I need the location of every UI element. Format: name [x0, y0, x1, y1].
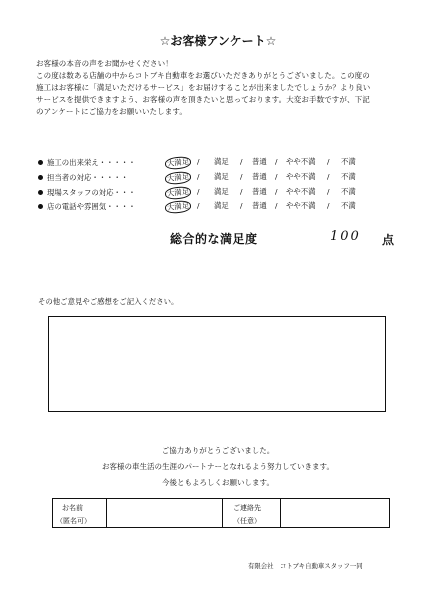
intro-line-1: お客様の本音の声をお聞かせください！: [36, 59, 173, 68]
selected-mark: 大満足: [164, 171, 191, 186]
bullet-icon: [38, 204, 43, 209]
question-label: 担当者の対応・・・・・: [47, 172, 129, 182]
rating-option[interactable]: 満足: [214, 172, 229, 181]
survey-title: ☆お客様アンケート☆: [159, 34, 277, 48]
bullet-icon: [38, 190, 43, 195]
contact-label-cell: [223, 499, 281, 527]
contact-label: ご連絡先: [233, 504, 261, 512]
rating-option[interactable]: 普通: [252, 172, 267, 181]
intro-line-2: この度は数ある店舗の中からコトブキ自動車をお選びいただきありがとうございました。この度の: [36, 71, 370, 80]
question-label: 現場スタッフの対応・・・: [47, 187, 136, 197]
rating-option[interactable]: やや不満: [286, 201, 316, 210]
question-row: [38, 200, 167, 212]
closing-line-3: 今後ともよろしくお願いします。: [162, 478, 274, 487]
question-label: 施工の出来栄え・・・・・: [47, 157, 136, 167]
selected-mark: 大満足: [164, 200, 191, 215]
option-separator: /: [275, 172, 278, 181]
overall-satisfaction-label: 総合的な満足度: [170, 232, 258, 246]
footer-signature: 有限会社 コトブキ自動車スタッフ一同: [248, 562, 363, 570]
option-separator: /: [275, 157, 278, 166]
rating-option[interactable]: 満足: [214, 157, 229, 166]
option-separator: /: [240, 157, 243, 166]
rating-option[interactable]: やや不満: [286, 157, 316, 166]
option-separator: /: [197, 172, 200, 181]
name-label: お名前: [62, 504, 83, 512]
rating-option[interactable]: 不満: [341, 201, 356, 210]
option-separator: /: [275, 201, 278, 210]
intro-line-4: サービスを提供できますよう、お客様の声を頂きたいと思っております。大変お手数ですが、下記: [36, 95, 370, 104]
question-row: [38, 171, 167, 183]
closing-line-2: お客様の車生活の生涯のパートナーとなれるよう努力していきます。: [102, 462, 334, 471]
rating-option[interactable]: [165, 201, 191, 213]
bullet-icon: [38, 160, 43, 165]
selected-mark: 大満足: [164, 156, 191, 171]
selected-mark: 大満足: [164, 186, 191, 201]
option-separator: /: [240, 201, 243, 210]
contact-note: （任意）: [233, 517, 261, 525]
overall-satisfaction-value[interactable]: 100: [330, 229, 361, 244]
rating-option[interactable]: やや不満: [286, 187, 316, 196]
option-separator: /: [327, 187, 330, 196]
option-separator: /: [197, 201, 200, 210]
rating-option[interactable]: [165, 157, 191, 169]
comment-box[interactable]: [48, 316, 386, 412]
intro-line-3: 施工はお客様に「満足いただけるサービス」をお届けすることが出来ましたでしょうか？より良い: [36, 83, 371, 92]
option-separator: /: [197, 157, 200, 166]
signature-table: [52, 498, 390, 528]
rating-option[interactable]: 満足: [214, 201, 229, 210]
option-separator: /: [240, 172, 243, 181]
contact-field[interactable]: [281, 499, 391, 527]
name-note: （匿名可）: [56, 517, 91, 525]
question-row: [38, 156, 167, 168]
option-separator: /: [327, 201, 330, 210]
rating-option[interactable]: 普通: [252, 201, 267, 210]
option-separator: /: [275, 187, 278, 196]
option-separator: /: [327, 172, 330, 181]
rating-option[interactable]: 普通: [252, 157, 267, 166]
option-separator: /: [327, 157, 330, 166]
rating-option[interactable]: 不満: [341, 172, 356, 181]
rating-option[interactable]: 満足: [214, 187, 229, 196]
option-separator: /: [240, 187, 243, 196]
rating-option[interactable]: [165, 172, 191, 184]
rating-option[interactable]: 不満: [341, 187, 356, 196]
rating-option[interactable]: 不満: [341, 157, 356, 166]
option-separator: /: [197, 187, 200, 196]
rating-option[interactable]: やや不満: [286, 172, 316, 181]
intro-line-5: のアンケートにご協力をお願いいたします。: [36, 107, 187, 116]
name-label-cell: [53, 499, 107, 527]
overall-satisfaction-unit: 点: [382, 233, 395, 247]
comment-prompt: その他ご意見やご感想をご記入ください。: [38, 297, 179, 306]
rating-option[interactable]: [165, 187, 191, 199]
bullet-icon: [38, 175, 43, 180]
question-row: [38, 186, 167, 198]
closing-line-1: ご協力ありがとうございました。: [161, 446, 275, 455]
question-label: 店の電話や雰囲気・・・・: [47, 201, 136, 211]
rating-option[interactable]: 普通: [252, 187, 267, 196]
name-field[interactable]: [107, 499, 223, 527]
